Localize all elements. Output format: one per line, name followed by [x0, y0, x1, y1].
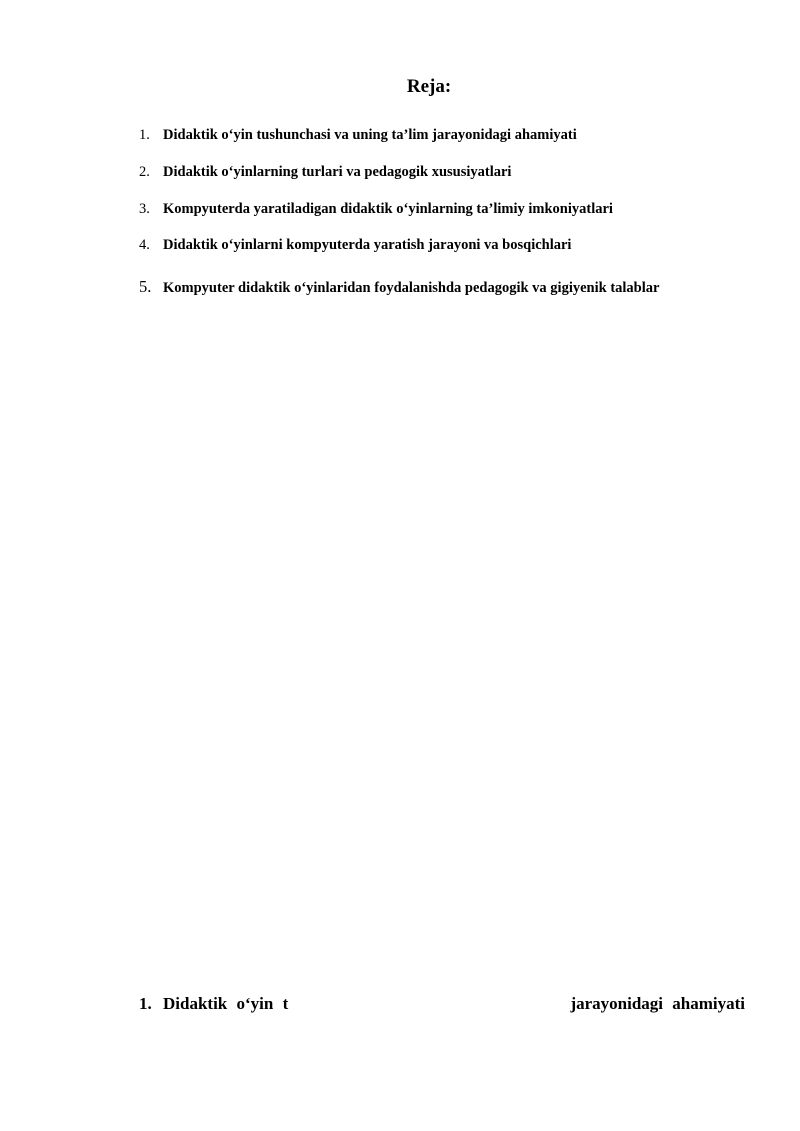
plan-title: Reja:	[406, 76, 452, 97]
plan-item-text: Didaktik o‘yinlarning turlari va pedagogik xususiyatlari	[163, 164, 512, 180]
plan-item-2	[139, 164, 511, 181]
plan-item-number: 2.	[139, 164, 150, 180]
section-heading	[139, 994, 745, 1018]
plan-item-number: 5.	[139, 277, 152, 296]
section-heading-number: 1.	[139, 994, 152, 1013]
section-heading-left-text: Didaktik o‘yin t	[163, 994, 289, 1013]
plan-item-number: 3.	[139, 201, 150, 217]
plan-item-number: 1.	[139, 127, 150, 143]
plan-item-text: Didaktik o‘yinlarni kompyuterda yaratish jarayoni va bosqichlari	[163, 237, 572, 253]
plan-item-4	[139, 237, 571, 254]
plan-item-number: 4.	[139, 237, 150, 253]
plan-item-5	[139, 277, 659, 297]
plan-item-1	[139, 127, 577, 144]
plan-item-3	[139, 201, 613, 218]
obscured-region	[305, 992, 552, 1018]
plan-item-text: Didaktik o‘yin tushunchasi va uning ta’lim jarayonidagi ahamiyati	[163, 127, 577, 143]
plan-item-text: Kompyuter didaktik o‘yinlaridan foydalanishda pedagogik va gigiyenik talablar	[163, 280, 660, 296]
section-heading-start	[139, 994, 288, 1014]
plan-item-text: Kompyuterda yaratiladigan didaktik o‘yinlarning ta’limiy imkoniyatlari	[163, 201, 613, 217]
section-heading-end: jarayonidagi ahamiyati	[570, 994, 745, 1013]
